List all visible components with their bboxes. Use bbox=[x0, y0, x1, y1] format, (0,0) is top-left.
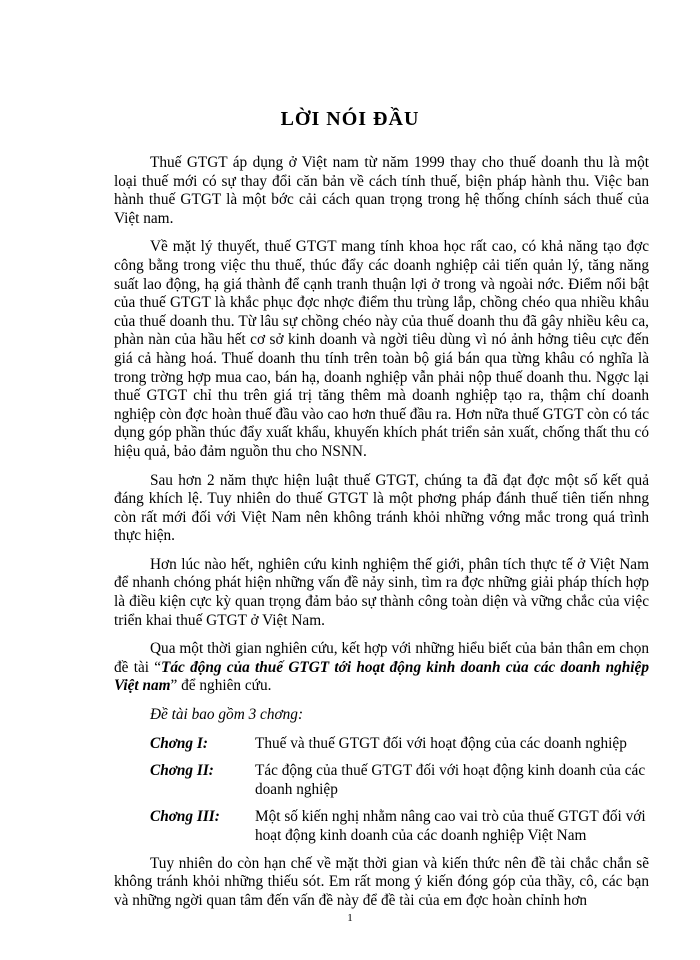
page-title: LỜI NÓI ĐẦU bbox=[280, 108, 420, 130]
topic-paragraph bbox=[114, 640, 649, 696]
paragraph-1: Thuế GTGT áp dụng ở Việt nam từ năm 1999 thay cho thuế doanh thu là một loại thuế mới có sự thay đổi căn bản về cách tính thuế, biện pháp hành thu. Việc ban hành thuế GTGT là một bớc cải cách quan trọng trong hệ thống chính sách thuế của Việt nam. bbox=[114, 154, 649, 227]
chapter-text: Tác động của thuế GTGT đối với hoạt động kinh doanh của các doanh nghiệp bbox=[255, 762, 646, 798]
chapter-text: Một số kiến nghị nhằm nâng cao vai trò của thuế GTGT đối với hoạt động kinh doanh của các doanh nghiệp Việt Nam bbox=[255, 808, 646, 844]
chapter-label: Chơng I: bbox=[150, 734, 208, 752]
closing-paragraph: Tuy nhiên do còn hạn chế về mặt thời gian và kiến thức nên đề tài chắc chắn sẽ không tránh khỏi những thiếu sót. Em rất mong ý kiến đóng góp của thầy, cô, các bạn và những ngời quan tâm đến vấn đề này để đề tài của em đợc hoàn chỉnh hơn bbox=[114, 854, 649, 909]
paragraph-2: Về mặt lý thuyết, thuế GTGT mang tính khoa học rất cao, có khả năng tạo đợc công bằng trong việc thu thuế, thúc đẩy các doanh nghiệp cải tiến quản lý, tăng năng suất lao động, hạ giá thành để cạnh tranh thuận lợi ở trong và ngoài nớc. Điểm nổi bật của thuế GTGT là khắc phục đợc nhợc điểm thu trùng lắp, chồng chéo qua nhiều khâu của thuế doanh thu. Từ lâu sự chồng chéo này của thuế doanh thu đã gây nhiều kêu ca, phàn nàn của hầu hết cơ sở kinh doanh và ngời tiêu dùng vì nó ảnh hởng tiêu cực đến giá cả hàng hoá. Thuế doanh thu tính trên toàn bộ giá bán qua từng khâu có nghĩa là trong trờng hợp mua cao, bán hạ, doanh nghiệp vẫn phải nộp thuế doanh thu. Ngợc lại thuế GTGT chỉ thu trên giá trị tăng thêm mà doanh nghiệp tạo ra, thậm chí doanh nghiệp còn đợc hoàn thuế đầu vào cao hơn thuế đầu ra. Hơn nữa thuế GTGT còn có tác dụng góp phần thúc đẩy xuất khẩu, khuyến khích phát triển sản xuất, chống thất thu có hiệu quả, bảo đảm nguồn thu cho NSNN. bbox=[114, 238, 649, 460]
topic-title: Tác động của thuế GTGT tới hoạt động kinh doanh của các doanh nghiệp Việt nam bbox=[114, 658, 649, 695]
chapter-label: Chơng II: bbox=[150, 762, 214, 780]
chapter-item bbox=[114, 808, 649, 845]
chapter-item bbox=[114, 735, 649, 754]
chapter-item bbox=[114, 762, 649, 799]
paragraph-3: Sau hơn 2 năm thực hiện luật thuế GTGT, chúng ta đã đạt đợc một số kết quả đáng khích lệ. Tuy nhiên do thuế GTGT là một phơng pháp đánh thuế tiên tiến nhng còn rất mới đối với Việt Nam nên không tránh khỏi những vớng mắc trong quá trình thực hiện. bbox=[114, 471, 649, 545]
topic-after: ” để nghiên cứu. bbox=[170, 677, 272, 695]
topic-before: Qua một thời gian nghiên cứu, kết hợp với những hiểu biết của bản thân em chọn đề tài “ bbox=[114, 640, 649, 676]
paragraph-4: Hơn lúc nào hết, nghiên cứu kinh nghiệm thế giới, phân tích thực tế ở Việt Nam để nhanh chóng phát hiện những vấn đề nảy sinh, tìm ra đợc những giải pháp thích hợp là điều kiện cực kỳ quan trọng đảm bảo sự thành công toàn diện và vững chắc của việc triển khai thuế GTGT ở Việt Nam. bbox=[114, 555, 649, 629]
page-number: 1 bbox=[347, 912, 353, 924]
document-body bbox=[114, 154, 649, 920]
chapter-label: Chơng III: bbox=[150, 808, 220, 826]
chapter-text: Thuế và thuế GTGT đối với hoạt động của các doanh nghiệp bbox=[255, 734, 627, 752]
chapters-intro: Đề tài bao gồm 3 chơng: bbox=[150, 706, 304, 724]
